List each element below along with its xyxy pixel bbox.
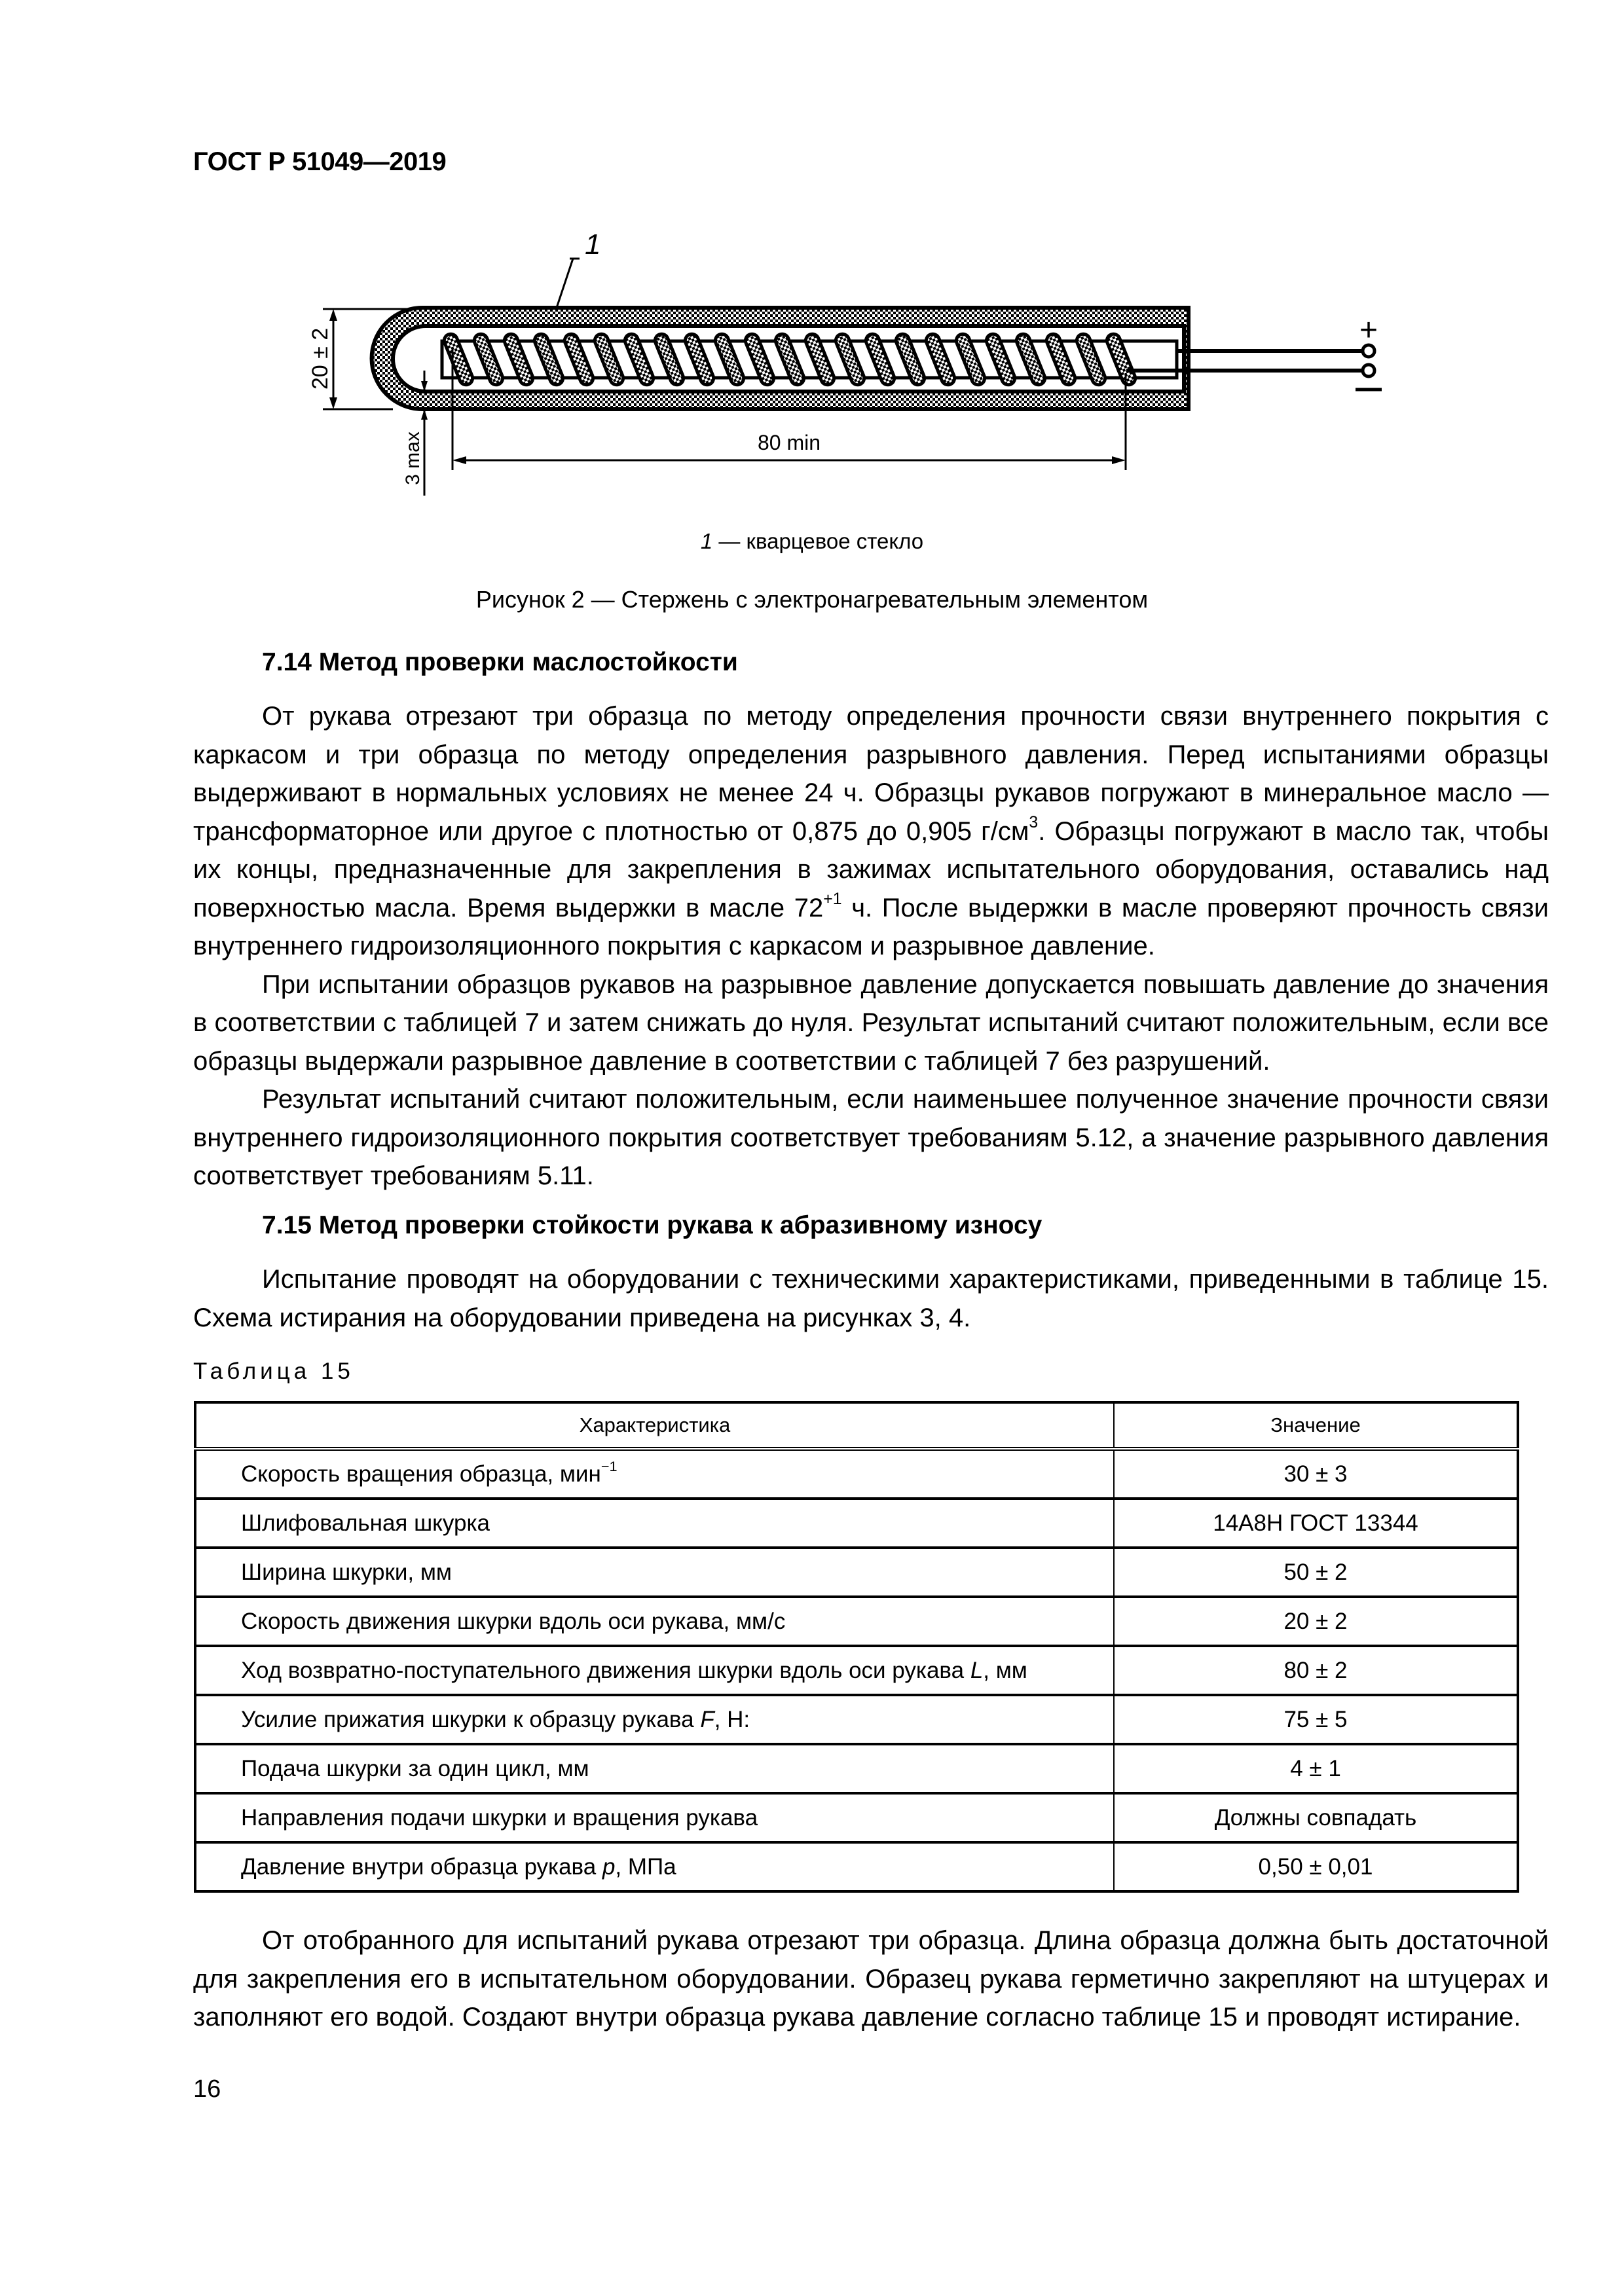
table-row (195, 1548, 1518, 1597)
symbol: F (700, 1706, 714, 1732)
table-row (195, 1842, 1518, 1891)
table-row (195, 1646, 1518, 1695)
dimension-length: 80 min (757, 431, 821, 454)
cell-text: Ход возвратно-поступательного движения шкурки вдоль оси рукава (241, 1657, 970, 1683)
cell-value: 50 ± 2 (1114, 1548, 1518, 1597)
specification-table (194, 1401, 1519, 1893)
cell-characteristic (195, 1695, 1114, 1744)
paragraph-text: . Образцы погружают в масло так, чтобы их концы, предназначенные для закрепления в зажимах испытательного оборудования, оставались над поверхностью масла. Время выдержки в масле 72 (193, 816, 1549, 922)
section-7-15-intro (193, 1260, 1549, 1337)
document-header: ГОСТ Р 51049—2019 (193, 147, 447, 176)
superscript: +1 (823, 890, 842, 909)
section-heading-7-15: 7.15 Метод проверки стойкости рукава к абразивному износу (262, 1211, 1043, 1239)
cell-text: , мм (983, 1657, 1027, 1683)
paragraph (193, 697, 1549, 966)
cell-text: , Н: (714, 1706, 750, 1732)
cell-characteristic: Направления подачи шкурки и вращения рукава (195, 1793, 1114, 1842)
table-row (195, 1695, 1518, 1744)
cell-value: 0,50 ± 0,01 (1114, 1842, 1518, 1891)
paragraph-text: ч. После выдержки в масле проверяют прочность связи внутреннего гидроизоляционного покрытия с каркасом и разрывное давление. (193, 893, 1549, 960)
superscript: −1 (600, 1457, 618, 1474)
symbol: p (602, 1853, 616, 1880)
table-row (195, 1597, 1518, 1646)
paragraph: Результат испытаний считают положительным, если наименьшее полученное значение прочности связи внутреннего гидроизоляционного покрытия соответствует требованиям 5.12, а значение разрывного давления соответствует требованиям 5.11. (193, 1085, 1549, 1190)
column-header: Характеристика (195, 1402, 1114, 1449)
dimension-wall: 3 max (402, 431, 424, 485)
cell-characteristic (195, 1842, 1114, 1891)
section-heading-7-14: 7.14 Метод проверки маслостойкости (262, 648, 738, 676)
cell-characteristic: Скорость движения шкурки вдоль оси рукава, мм/с (195, 1597, 1114, 1646)
terminal-minus-icon (1363, 365, 1375, 376)
cell-value: Должны совпадать (1114, 1793, 1518, 1842)
table-row (195, 1744, 1518, 1793)
plus-sign: + (1359, 313, 1378, 348)
dimension-height: 20 ± 2 (308, 327, 333, 390)
figure-heating-rod (288, 223, 1441, 524)
cell-text: , МПа (615, 1853, 676, 1880)
paragraph: Испытание проводят на оборудовании с техническими характеристиками, приведенными в таблице 15. Схема истирания на оборудовании приведена на рисунках 3, 4. (193, 1265, 1549, 1332)
legend-number: 1 (700, 529, 713, 553)
column-header: Значение (1114, 1402, 1518, 1449)
superscript: 3 (1029, 814, 1039, 832)
cell-value: 80 ± 2 (1114, 1646, 1518, 1695)
table-label: Таблица 15 (193, 1358, 354, 1384)
figure-caption: Рисунок 2 — Стержень с электронагревательным элементом (475, 586, 1149, 613)
cell-characteristic (195, 1646, 1114, 1695)
cell-characteristic (195, 1449, 1114, 1499)
cell-value: 14А8Н ГОСТ 13344 (1114, 1499, 1518, 1548)
page-number: 16 (193, 2075, 221, 2103)
cell-value: 4 ± 1 (1114, 1744, 1518, 1793)
table-row (195, 1793, 1518, 1842)
cell-characteristic: Ширина шкурки, мм (195, 1548, 1114, 1597)
cell-text: Усилие прижатия шкурки к образцу рукава (241, 1706, 701, 1732)
table-row (195, 1499, 1518, 1548)
section-7-15-closing (193, 1922, 1549, 2037)
paragraph: От отобранного для испытаний рукава отрезают три образца. Длина образца должна быть достаточной для закрепления его в испытательном оборудовании. Образец рукава герметично закрепляют на штуцерах и заполняют его водой. Создают внутри образца рукава давление согласно таблице 15 и проводят истирание. (193, 1926, 1549, 2032)
callout-label: 1 (585, 228, 601, 261)
paragraph-text: От рукава отрезают три образца по методу определения прочности связи внутреннего покрытия с каркасом и три образца по методу определения разрывного давления. Перед испытаниями образцы выдерживают в нормальных условиях не менее 24 ч. Образцы рукавов погружают в минеральное масло — трансформаторное или другое с плотностью от 0,875 до 0,905 г/см (193, 702, 1549, 846)
cell-characteristic: Шлифовальная шкурка (195, 1499, 1114, 1548)
cell-value: 30 ± 3 (1114, 1449, 1518, 1499)
cell-value: 75 ± 5 (1114, 1695, 1518, 1744)
cell-value: 20 ± 2 (1114, 1597, 1518, 1646)
legend-text: — кварцевое стекло (712, 529, 924, 553)
table-header-row (195, 1402, 1518, 1449)
table-row (195, 1449, 1518, 1499)
figure-legend (0, 529, 1624, 554)
section-7-14-body (193, 697, 1549, 1195)
symbol: L (970, 1657, 984, 1683)
paragraph: При испытании образцов рукавов на разрывное давление допускается повышать давление до значения в соответствии с таблицей 7 и затем снижать до нуля. Результат испытаний считают положительным, если все образцы выдержали разрывное давление в соответствии с таблицей 7 без разрушений. (193, 970, 1549, 1076)
cell-text: Давление внутри образца рукава (241, 1853, 602, 1880)
cell-text: Скорость вращения образца, мин (241, 1461, 601, 1487)
cell-characteristic: Подача шкурки за один цикл, мм (195, 1744, 1114, 1793)
